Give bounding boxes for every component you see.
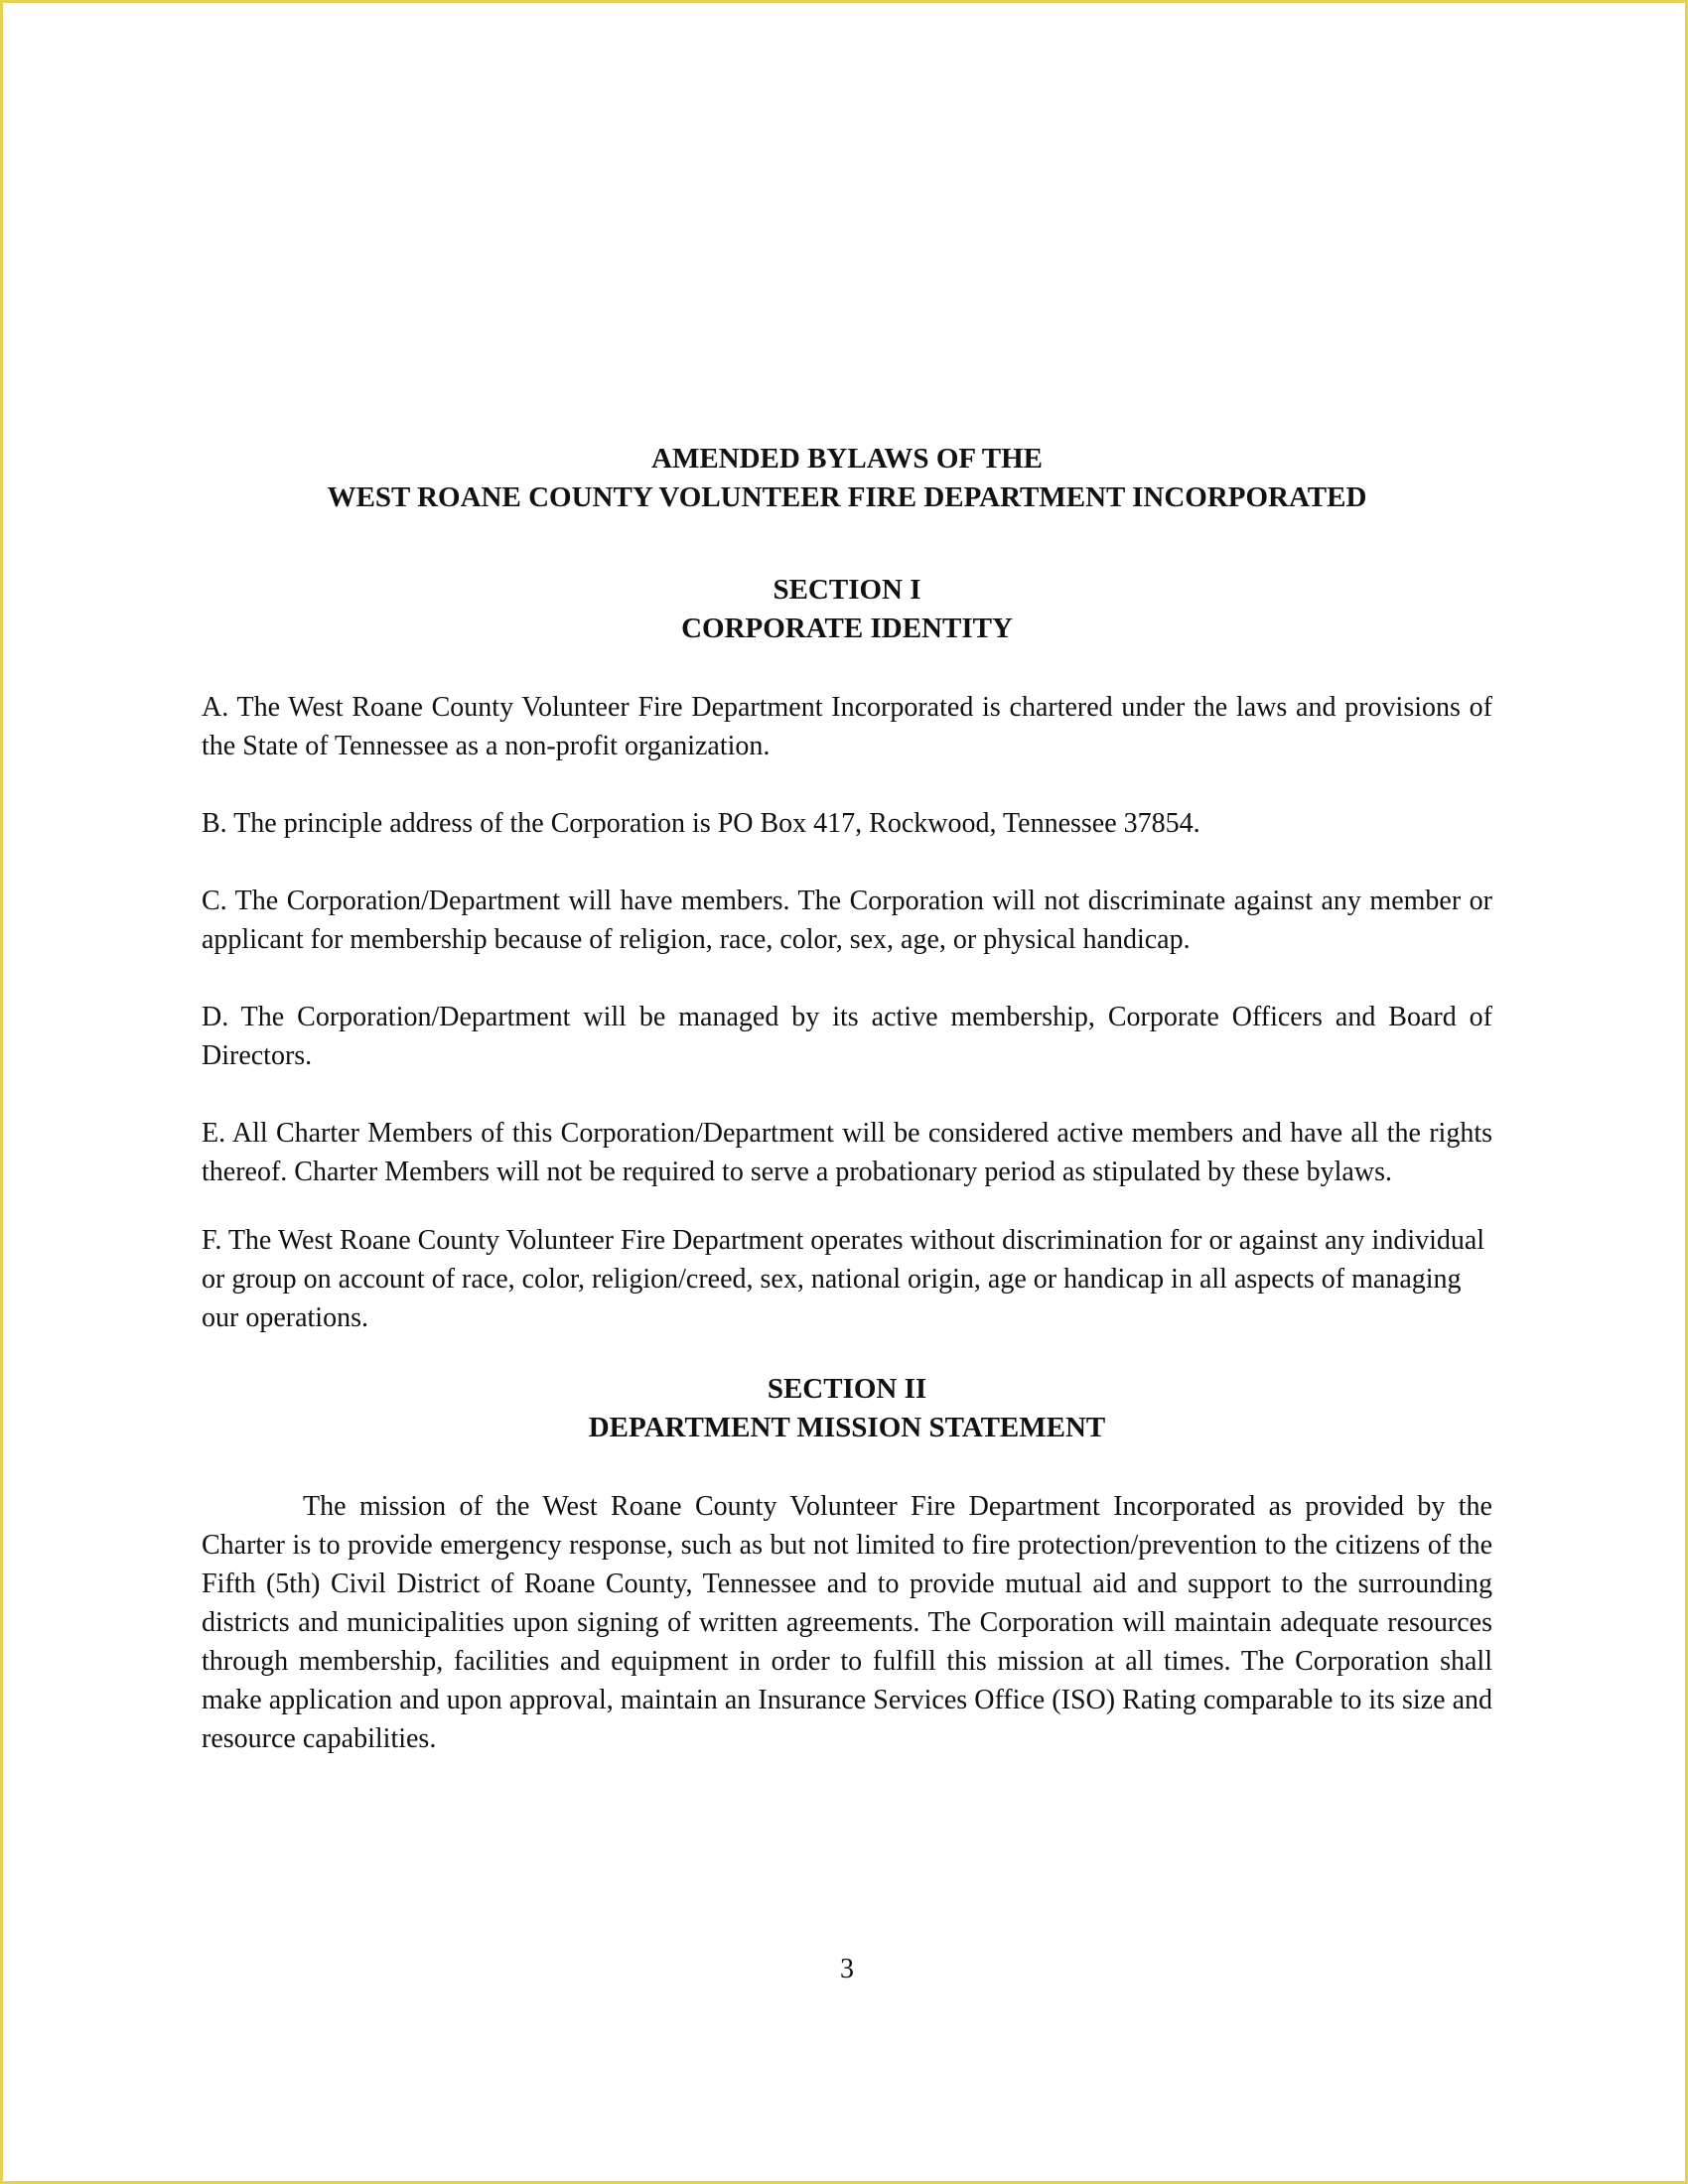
section-1-paragraph-b: B. The principle address of the Corporation is PO Box 417, Rockwood, Tennessee 37854. (202, 808, 1200, 839)
document-title-line-1: AMENDED BYLAWS OF THE (651, 443, 1043, 475)
section-1-paragraph-e: E. All Charter Members of this Corporation/Department will be considered active members and have all the rights thereof. Charter Members will not be required to serve a probationary period as stipulated by these bylaws. (202, 1118, 1492, 1187)
section-2-mission-paragraph: The mission of the West Roane County Volunteer Fire Department Incorporated as provided by the Charter is to provide emergency response, such as but not limited to fire protection/prevention to the citizens of the Fifth (5th) Civil District of Roane County, Tennessee and to provide mutual aid and support to the surrounding districts and municipalities upon signing of written agreements. The Corporation will maintain adequate resources through membership, facilities and equipment in order to fulfill this mission at all times. The Corporation shall make application and upon approval, maintain an Insurance Services Office (ISO) Rating comparable to its size and resource capabilities. (202, 1491, 1492, 1754)
section-1-paragraph-a: A. The West Roane County Volunteer Fire Department Incorporated is chartered under the laws and provisions of the State of Tennessee as a non-profit organization. (202, 692, 1492, 761)
section-1-paragraph-d: D. The Corporation/Department will be managed by its active membership, Corporate Officers and Board of Directors. (202, 1002, 1492, 1071)
section-1-heading (202, 571, 1492, 648)
page-content (202, 440, 1492, 1797)
section-2-heading (202, 1370, 1492, 1447)
document-title-line-2: WEST ROANE COUNTY VOLUNTEER FIRE DEPARTMENT INCORPORATED (327, 481, 1367, 513)
section-1-paragraph-f: F. The West Roane County Volunteer Fire Department operates without discrimination for or against any individual or group on account of race, color, religion/creed, sex, national origin, age or handicap in all aspects of managing our operations. (202, 1225, 1485, 1333)
section-1-title: CORPORATE IDENTITY (681, 613, 1013, 644)
section-2-number: SECTION II (767, 1373, 927, 1405)
section-1-number: SECTION I (773, 574, 921, 606)
section-2-title: DEPARTMENT MISSION STATEMENT (588, 1412, 1106, 1443)
document-title-block (202, 440, 1492, 517)
section-1-paragraph-c: C. The Corporation/Department will have members. The Corporation will not discriminate against any member or applicant for membership because of religion, race, color, sex, age, or physical handicap. (202, 886, 1492, 955)
page-number: 3 (840, 1954, 854, 1984)
